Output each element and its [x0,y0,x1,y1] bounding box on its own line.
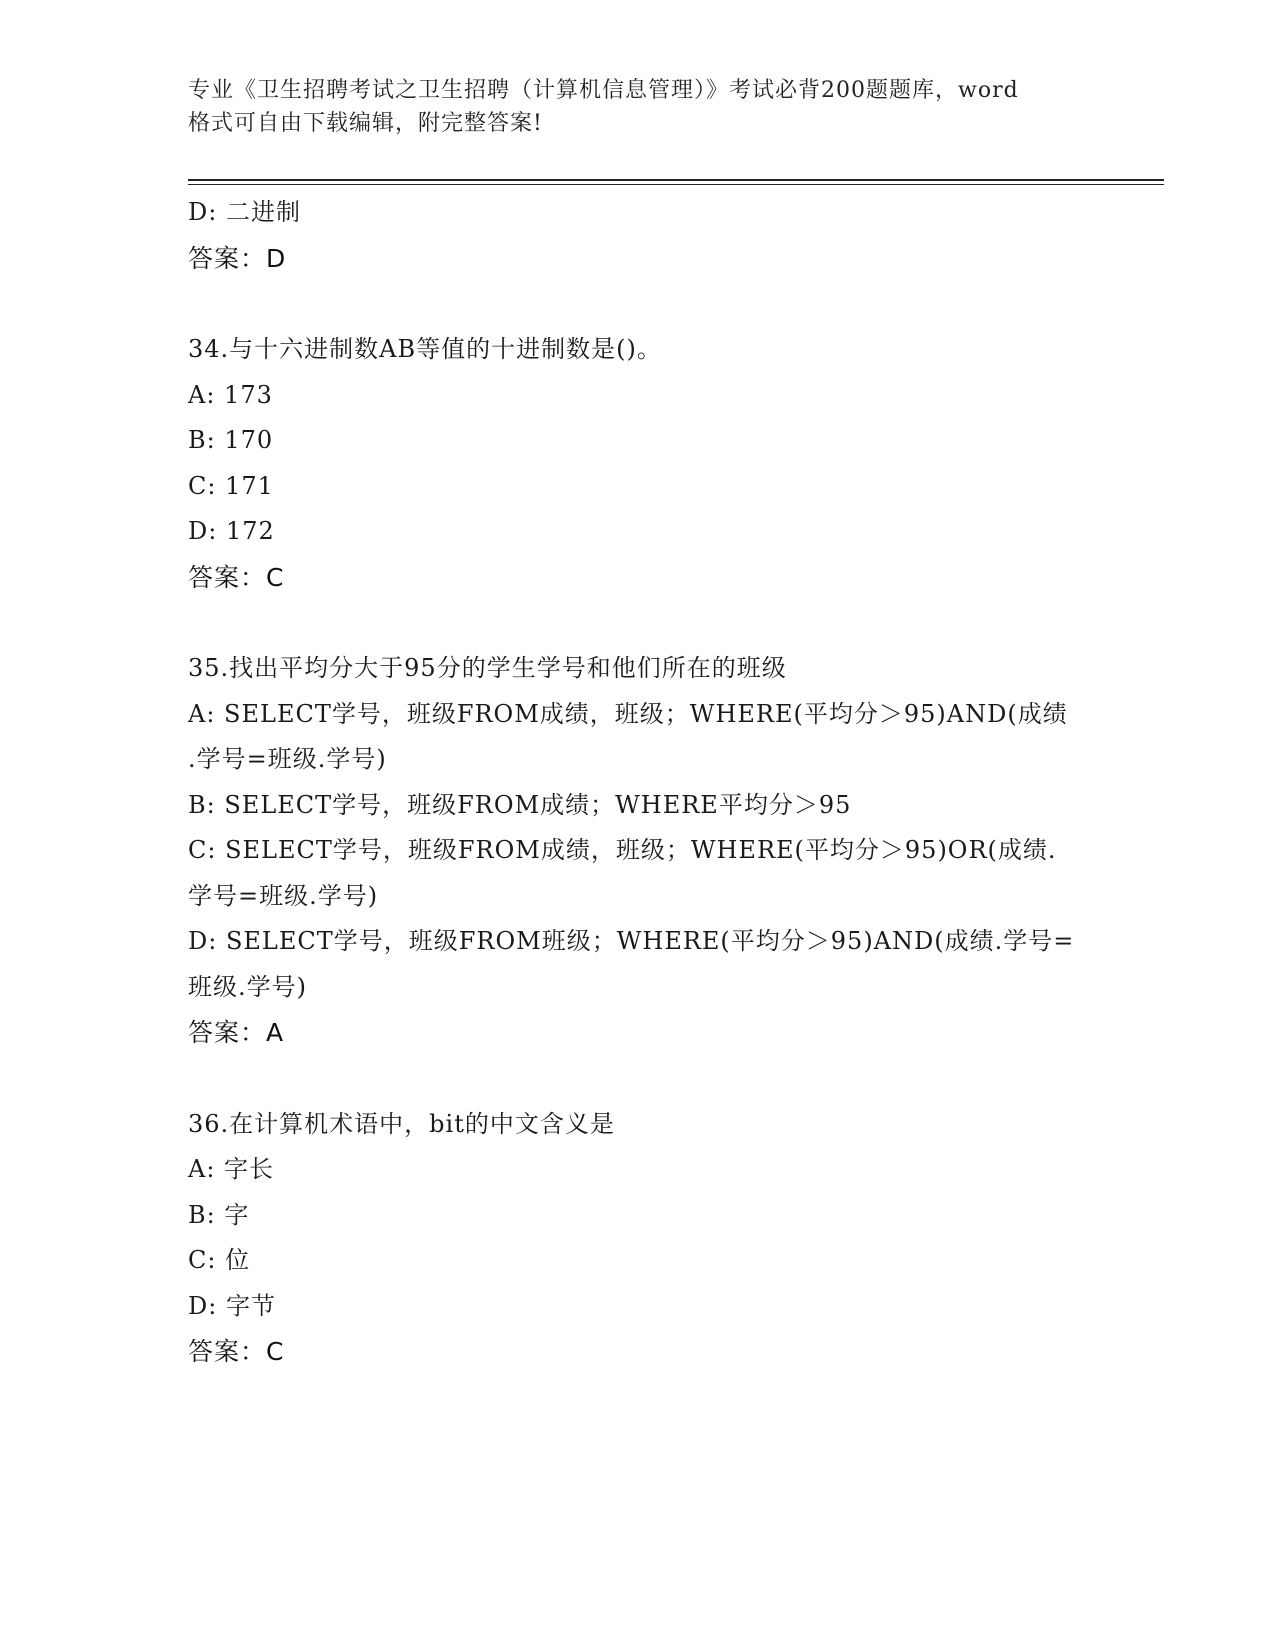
header-rule-thin [188,184,1164,185]
answer-label: 答案：A [188,1018,285,1047]
option-b: B: SELECT学号，班级FROM成绩；WHERE平均分＞95 [188,790,852,819]
option-b: B: 170 [188,426,274,454]
option-a-continued: .学号=班级.学号) [188,745,387,773]
option-c: C: 位 [188,1246,251,1274]
option-a: A: 字长 [188,1155,275,1183]
question-34 [188,327,1088,600]
question-stem: 34.与十六进制数AB等值的十进制数是()。 [188,335,662,363]
question-35 [188,646,1088,1056]
question-stem: 35.找出平均分大于95分的学生学号和他们所在的班级 [188,654,787,682]
option-d: D: 二进制 [188,198,301,226]
option-d: D: 字节 [188,1291,276,1320]
answer-label: 答案：C [188,562,285,592]
header-line-1: 专业《卫生招聘考试之卫生招聘（计算机信息管理）》考试必背200题题库，word [188,78,1019,103]
header-line-2: 格式可自由下载编辑，附完整答案! [188,111,543,136]
previous-question-tail [188,190,1088,281]
document-header [188,74,1088,140]
option-b: B: 字 [188,1200,250,1229]
option-d: D: 172 [188,517,275,545]
question-36 [188,1102,1088,1375]
document-body [188,190,1088,1375]
option-a: A: 173 [188,380,273,409]
header-rule-thick [188,179,1164,181]
option-a: A: SELECT学号，班级FROM成绩，班级；WHERE(平均分＞95)AND(成绩 [188,699,1068,728]
option-c: C: 171 [188,471,274,500]
option-c: C: SELECT学号，班级FROM成绩，班级；WHERE(平均分＞95)OR(成绩. [188,836,1057,864]
option-d: D: SELECT学号，班级FROM班级；WHERE(平均分＞95)AND(成绩.学号= [188,927,1075,955]
answer-label: 答案：C [188,1337,285,1366]
answer-label: 答案：D [188,243,287,273]
option-c-continued: 学号=班级.学号) [188,881,379,910]
option-d-continued: 班级.学号) [188,972,307,1001]
question-stem: 36.在计算机术语中，bit的中文含义是 [188,1109,615,1138]
